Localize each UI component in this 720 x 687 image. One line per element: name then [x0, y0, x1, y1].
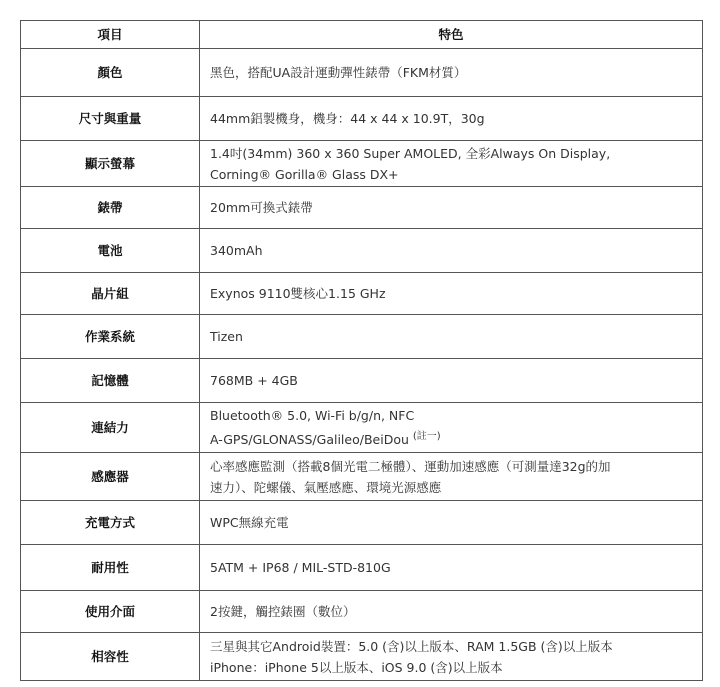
- row-value: [200, 97, 703, 141]
- header-item: 項目: [21, 21, 200, 49]
- table-row: [21, 359, 703, 403]
- value-text: Corning® Gorilla® Glass DX+: [210, 166, 399, 182]
- table-row: [21, 591, 703, 633]
- table-row: [21, 403, 703, 453]
- row-label: 顏色: [21, 49, 200, 97]
- table-row: [21, 501, 703, 545]
- value-text: Exynos 9110雙核心1.15 GHz: [210, 286, 386, 301]
- row-value: [200, 273, 703, 315]
- value-line: [210, 512, 692, 533]
- value-line: [210, 197, 692, 218]
- table-row: [21, 273, 703, 315]
- value-line: [210, 143, 692, 164]
- value-text: 三星與其它Android裝置：5.0 (含)以上版本、RAM 1.5GB (含)以上版本: [210, 638, 613, 654]
- footnote-marker: (註一): [412, 430, 441, 442]
- row-value: [200, 403, 703, 453]
- value-line: [210, 636, 692, 657]
- row-value: [200, 187, 703, 229]
- table-row: [21, 453, 703, 501]
- header-feature: 特色: [200, 21, 703, 49]
- value-text: 768MB + 4GB: [210, 373, 298, 388]
- row-label: 尺寸與重量: [21, 97, 200, 141]
- row-label: 錶帶: [21, 187, 200, 229]
- value-text: Bluetooth® 5.0, Wi-Fi b/g/n, NFC: [210, 407, 415, 423]
- row-label: 晶片組: [21, 273, 200, 315]
- row-label: 作業系統: [21, 315, 200, 359]
- value-text: 速力）、陀螺儀、氣壓感應、環境光源感應: [210, 479, 442, 495]
- value-text: 心率感應監測（搭載8個光電二極體）、運動加速感應（可測量達32g的加: [210, 458, 611, 474]
- spec-table: [20, 20, 703, 681]
- value-line: [210, 405, 692, 426]
- value-text: 44mm鋁製機身，機身：44 x 44 x 10.9T，30g: [210, 111, 485, 126]
- row-value: [200, 501, 703, 545]
- value-line: [210, 164, 692, 185]
- value-line: [210, 326, 692, 347]
- row-label: 電池: [21, 229, 200, 273]
- value-line: [210, 456, 692, 477]
- value-text: 340mAh: [210, 243, 263, 258]
- row-label: 連結力: [21, 403, 200, 453]
- table-row: [21, 545, 703, 591]
- row-label: 充電方式: [21, 501, 200, 545]
- table-row: [21, 187, 703, 229]
- value-line: [210, 283, 692, 304]
- table-row: [21, 49, 703, 97]
- value-text: 2按鍵，觸控錶圈（數位）: [210, 604, 356, 619]
- row-label: 顯示螢幕: [21, 141, 200, 187]
- table-row: [21, 141, 703, 187]
- value-text: Tizen: [210, 329, 243, 344]
- row-value: [200, 591, 703, 633]
- table-row: [21, 97, 703, 141]
- value-text: 1.4吋(34mm) 360 x 360 Super AMOLED, 全彩Always On Display,: [210, 145, 611, 161]
- row-label: 耐用性: [21, 545, 200, 591]
- table-row: [21, 229, 703, 273]
- row-value: [200, 453, 703, 501]
- value-text: 5ATM + IP68 / MIL-STD-810G: [210, 560, 391, 575]
- value-text: WPC無線充電: [210, 515, 289, 530]
- value-line: [210, 108, 692, 129]
- value-line: [210, 370, 692, 391]
- table-header: [21, 21, 703, 49]
- value-line: [210, 62, 692, 83]
- row-value: [200, 49, 703, 97]
- table-row: [21, 315, 703, 359]
- value-line: [210, 240, 692, 261]
- value-line: [210, 601, 692, 622]
- value-text: 黑色，搭配UA設計運動彈性錶帶（FKM材質）: [210, 65, 467, 80]
- value-text: 20mm可換式錶帶: [210, 200, 313, 215]
- table-row: [21, 633, 703, 681]
- row-value: [200, 229, 703, 273]
- row-label: 感應器: [21, 453, 200, 501]
- value-text: A-GPS/GLONASS/Galileo/BeiDou: [210, 432, 409, 448]
- value-text: iPhone：iPhone 5以上版本、iOS 9.0 (含)以上版本: [210, 659, 503, 675]
- row-label: 使用介面: [21, 591, 200, 633]
- row-label: 相容性: [21, 633, 200, 681]
- row-value: [200, 545, 703, 591]
- row-value: [200, 633, 703, 681]
- value-line: [210, 477, 692, 498]
- value-line: [210, 557, 692, 578]
- row-value: [200, 141, 703, 187]
- value-line: [210, 426, 692, 450]
- value-line: [210, 657, 692, 678]
- row-value: [200, 359, 703, 403]
- row-value: [200, 315, 703, 359]
- row-label: 記憶體: [21, 359, 200, 403]
